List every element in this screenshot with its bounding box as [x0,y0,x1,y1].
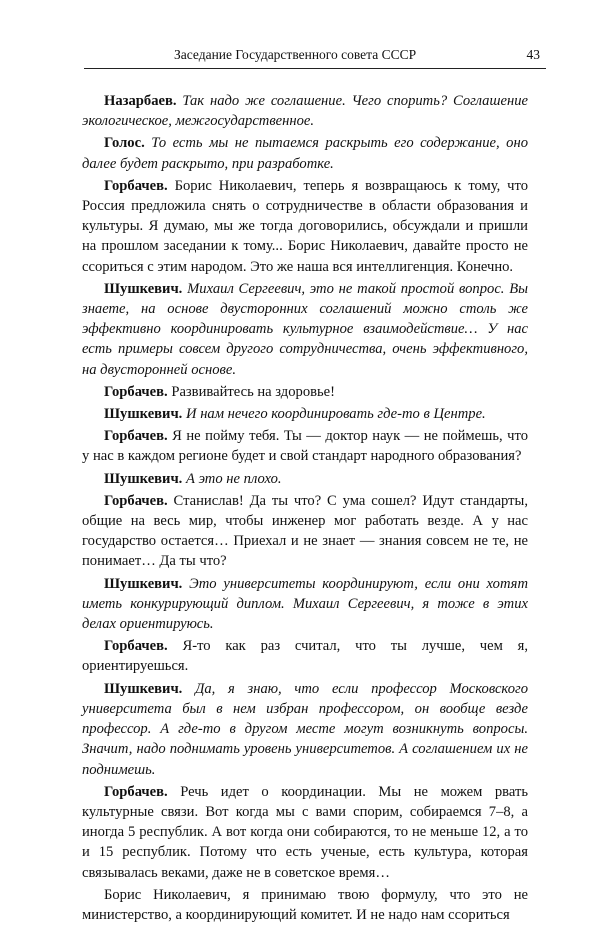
speech-text: Борис Николаевич, я принимаю твою формулу, что это не министерство, а координирующий комитет. И не надо нам ссориться [82,886,528,923]
paragraph [82,382,528,402]
speaker-name: Горбачев. [104,492,168,509]
running-title: Заседание Государственного совета СССР [174,47,417,62]
speaker-name: Шушкевич. [104,575,183,592]
running-header [84,46,546,69]
speaker-name: Назарбаев. [104,93,177,109]
paragraph [82,279,528,380]
speaker-name: Голос. [104,135,145,152]
speaker-name: Горбачев. [104,177,168,194]
speech-text: Я-то как раз считал, что ты лучше, чем я, ориентируешься. [82,638,528,675]
paragraph [82,885,528,925]
speech-text: А это не плохо. [186,470,282,487]
page-number: 43 [526,47,540,62]
paragraph [82,782,528,883]
speaker-name: Шушкевич. [104,680,183,697]
speaker-name: Горбачев. [104,638,168,655]
speech-text: Так надо же соглашение. Чего спорить? Соглашение экологическое, межгосударственное. [82,93,528,130]
speech-text: Речь идет о координации. Мы не можем рвать культурные связи. Вот когда мы с вами спорим, собираемся 7–8, а иногда 5 республик. А вот когда они собираются, то не меньше 12, а то и 15 республик. Потому что есть ученые, есть культура, которая связывалась веками, даже не в советское время… [82,783,529,881]
speech-text: Да, я знаю, что если профессор Московского университета был в нем избран профессором, он вообще везде профессор. А где-то в другом месте могут возникнуть вопросы. Значит, надо поднимать уровень университетов. А соглашением их не поднимешь. [82,680,528,778]
speaker-name: Шушкевич. [104,470,183,487]
speech-text: Станислав! Да ты что? С ума сошел? Идут стандарты, общие на весь мир, чтобы инженер мог работать везде. А у нас государство остается… Приехал и не знает — знания совсем не те, не понимает… Да ты что? [82,492,528,570]
speaker-name: Шушкевич. [104,280,183,297]
transcript-body [82,91,528,927]
speaker-name: Горбачев. [104,383,168,400]
paragraph [82,636,528,676]
speech-text: Я не пойму тебя. Ты — доктор наук — не поймешь, что у нас в каждом регионе будет и свой стандарт народного образования? [82,428,528,465]
speech-text: И нам нечего координировать где-то в Центре. [186,406,486,423]
speaker-name: Горбачев. [104,428,168,445]
speech-text: То есть мы не пытаемся раскрыть его содержание, оно далее будет раскрыто, при разработке. [82,135,529,172]
paragraph [82,574,528,635]
paragraph [82,176,528,277]
paragraph [82,91,528,131]
paragraph [82,679,528,780]
paragraph [82,426,528,466]
paragraph [82,469,528,489]
speaker-name: Шушкевич. [104,406,183,423]
paragraph [82,491,528,572]
paragraph [82,133,528,173]
paragraph [82,404,528,424]
speech-text: Борис Николаевич, теперь я возвращаюсь к тому, что Россия предложила снять о сотрудничестве в области образования и культуры. Я думаю, мы же тогда договорились, обсуждали и пришли на прошлом заседании к тому... Борис Николаевич, давайте просто не ссориться с этим народом. Это же наша вся интеллигенция. Конечно. [82,177,528,275]
speaker-name: Горбачев. [104,783,168,800]
speech-text: Михаил Сергеевич, это не такой простой вопрос. Вы знаете, на основе двусторонних соглашений можно столь же эффективно координировать культурное взаимодействие… У нас есть примеры совсем другого сотрудничества, очень эффективного, на двусторонней основе. [82,280,528,378]
speech-text: Развивайтесь на здоровье! [171,383,336,400]
speech-text: Это университеты координируют, если они хотят иметь конкурирующий диплом. Михаил Сергеевич, я тоже в этих делах ориентируюсь. [82,575,529,633]
